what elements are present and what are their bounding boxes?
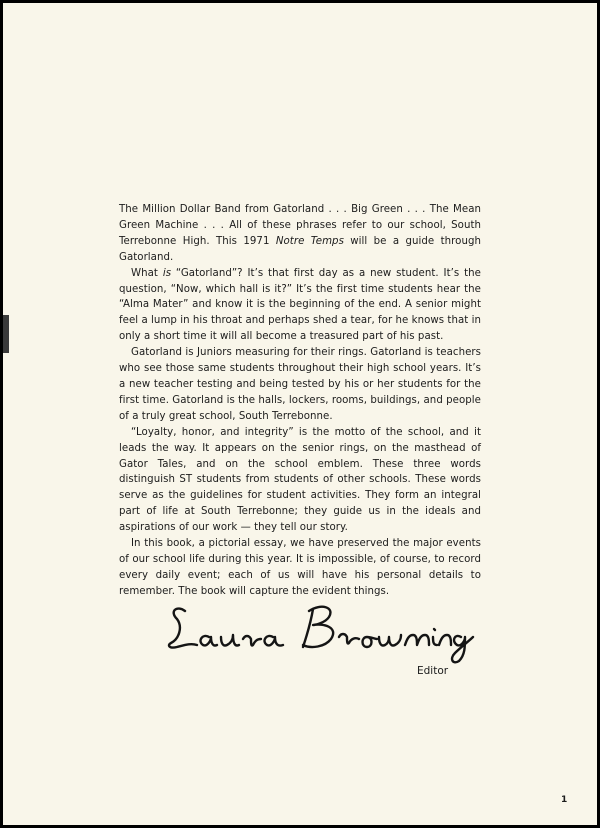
emphasis-is: is [162,267,172,279]
intro-text-end: will be a guide through Gatorland. [119,235,481,263]
paragraph-what-is-gatorland [119,266,481,346]
editor-title: Editor [417,665,449,677]
intro-text-start: The Million Dollar Band from Gatorland . . . Big Green . . . The Mean Green Machine . . . All of these phrases refer to our school, South Terrebonne High. This 1971 [119,204,481,247]
page-number: 1 [561,795,568,805]
yearbook-page [3,3,597,825]
binding-mark [3,315,9,353]
paragraph-pictorial-essay: In this book, a pictorial essay, we have preserved the major events of our school life during this year. It is impossible, of course, to record every daily event; each of us will have his personal details to remember. The book will capture the evident things. [119,538,481,597]
paragraph-intro [119,202,481,266]
paragraph-juniors: Gatorland is Juniors measuring for their rings. Gatorland is teachers who see those same students throughout their high school years. It’s a new teacher testing and being tested by his or her students for the first time. Gatorland is the halls, lockers, rooms, buildings, and people of a truly great school, South Terrebonne. [119,347,481,422]
editor-letter [119,202,481,600]
paragraph-motto: “Loyalty, honor, and integrity” is the motto of the school, and it leads the way. It appears on the senior rings, on the masthead of Gator Tales, and on the school emblem. These three words distinguish ST students from students of other schools. These words serve as the guidelines for student activities. They form an integral part of life at South Terrebonne; they guide us in the ideals and aspirations of our work — they tell our story. [119,426,481,534]
editor-signature [163,597,483,667]
what-text-end: “Gatorland”? It’s that first day as a new student. It’s the question, “Now, which hall is it?” It’s the first time students hear the “Alma Mater” and know it is the beginning of the end. A senior might feel a lump in his throat and perhaps shed a tear, for he knows that in only a short time it will all become a treasured part of his past. [119,267,481,343]
what-text-start: What [131,267,163,279]
yearbook-title: Notre Temps [275,235,344,247]
